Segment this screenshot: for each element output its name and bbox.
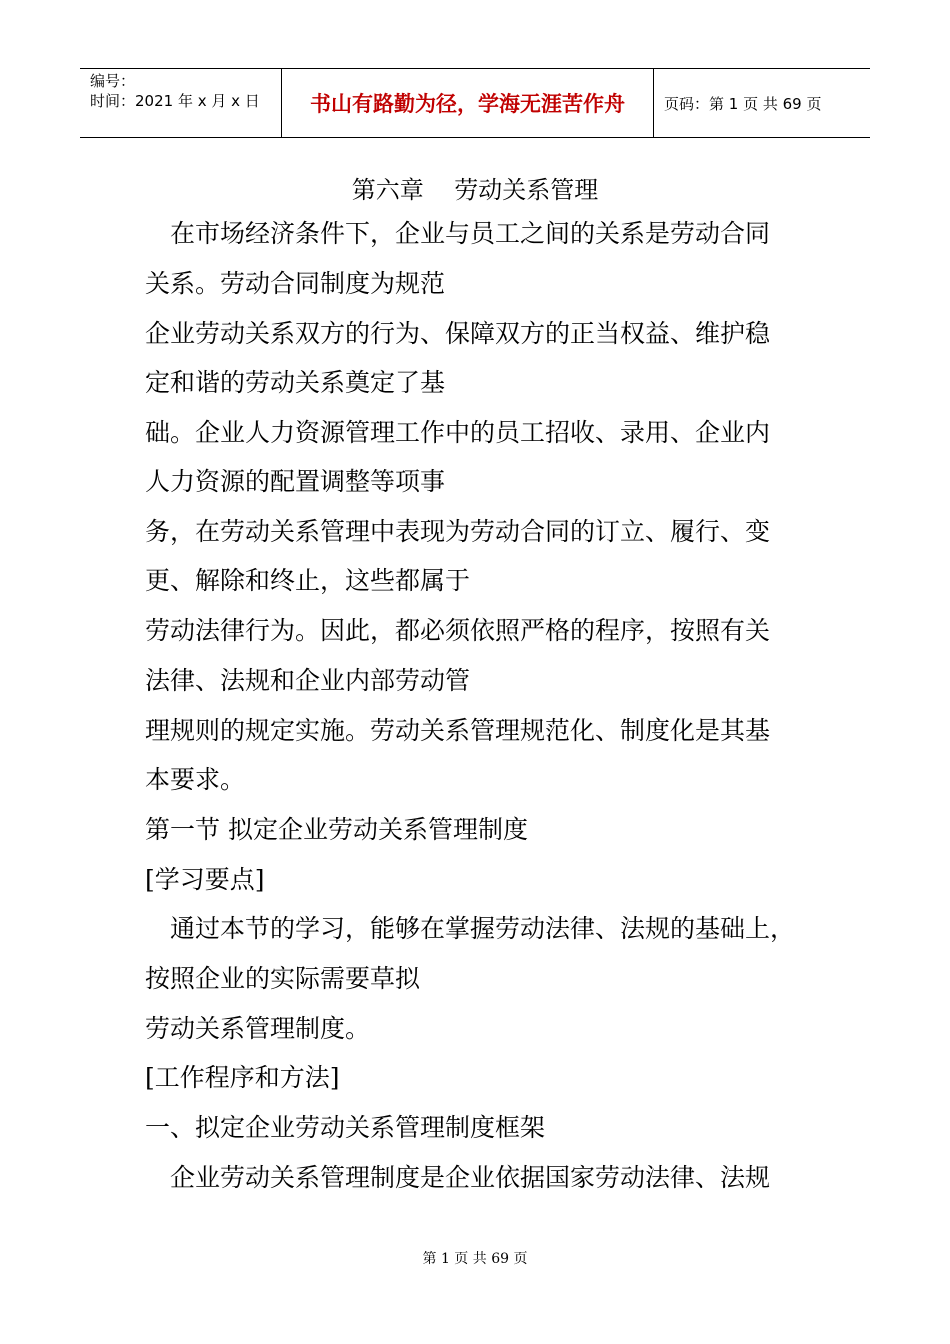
section-heading: 第一节 拟定企业劳动关系管理制度 xyxy=(145,815,528,844)
body-line: 理规则的规定实施。劳动关系管理规范化、制度化是其基 xyxy=(145,716,771,745)
page-info: 页码：第 1 页 共 69 页 xyxy=(664,94,822,113)
body-line: [工作程序和方法] xyxy=(145,1063,340,1092)
header-page-cell xyxy=(654,69,870,137)
body-line: 劳动关系管理制度。 xyxy=(145,1014,371,1043)
body-line: 在市场经济条件下，企业与员工之间的关系是劳动合同 xyxy=(145,219,771,248)
document-header xyxy=(80,68,870,138)
header-meta-cell xyxy=(80,69,281,137)
body-line: 按照企业的实际需要草拟 xyxy=(145,964,421,993)
body-line: 企业劳动关系管理制度是企业依据国家劳动法律、法规 xyxy=(145,1163,771,1192)
body-line: 更、解除和终止，这些都属于 xyxy=(145,566,471,595)
body-line: [学习要点] xyxy=(145,865,265,894)
number-label: 编号： xyxy=(90,72,136,90)
body-line: 础。企业人力资源管理工作中的员工招收、录用、企业内 xyxy=(145,418,771,447)
body-line: 企业劳动关系双方的行为、保障双方的正当权益、维护稳 xyxy=(145,319,771,348)
body-line: 本要求。 xyxy=(145,765,246,794)
body-line: 务，在劳动关系管理中表现为劳动合同的订立、履行、变 xyxy=(145,517,771,546)
body-line: 关系。劳动合同制度为规范 xyxy=(145,269,446,298)
time-label: 时间：2021 年 x 月 x 日 xyxy=(90,92,260,110)
body-line: 通过本节的学习，能够在掌握劳动法律、法规的基础上， xyxy=(145,914,796,943)
page-footer: 第 1 页 共 69 页 xyxy=(422,1251,528,1267)
body-line: 劳动法律行为。因此，都必须依照严格的程序，按照有关 xyxy=(145,616,771,645)
body-line: 一、拟定企业劳动关系管理制度框架 xyxy=(145,1113,546,1142)
header-motto-cell xyxy=(281,69,654,137)
body-line: 法律、法规和企业内部劳动管 xyxy=(145,666,471,695)
chapter-title: 第六章 劳动关系管理 xyxy=(351,176,599,204)
body-line: 定和谐的劳动关系奠定了基 xyxy=(145,368,446,397)
body-line: 人力资源的配置调整等项事 xyxy=(145,467,446,496)
motto-text: 书山有路勤为径，学海无涯苦作舟 xyxy=(310,92,625,116)
